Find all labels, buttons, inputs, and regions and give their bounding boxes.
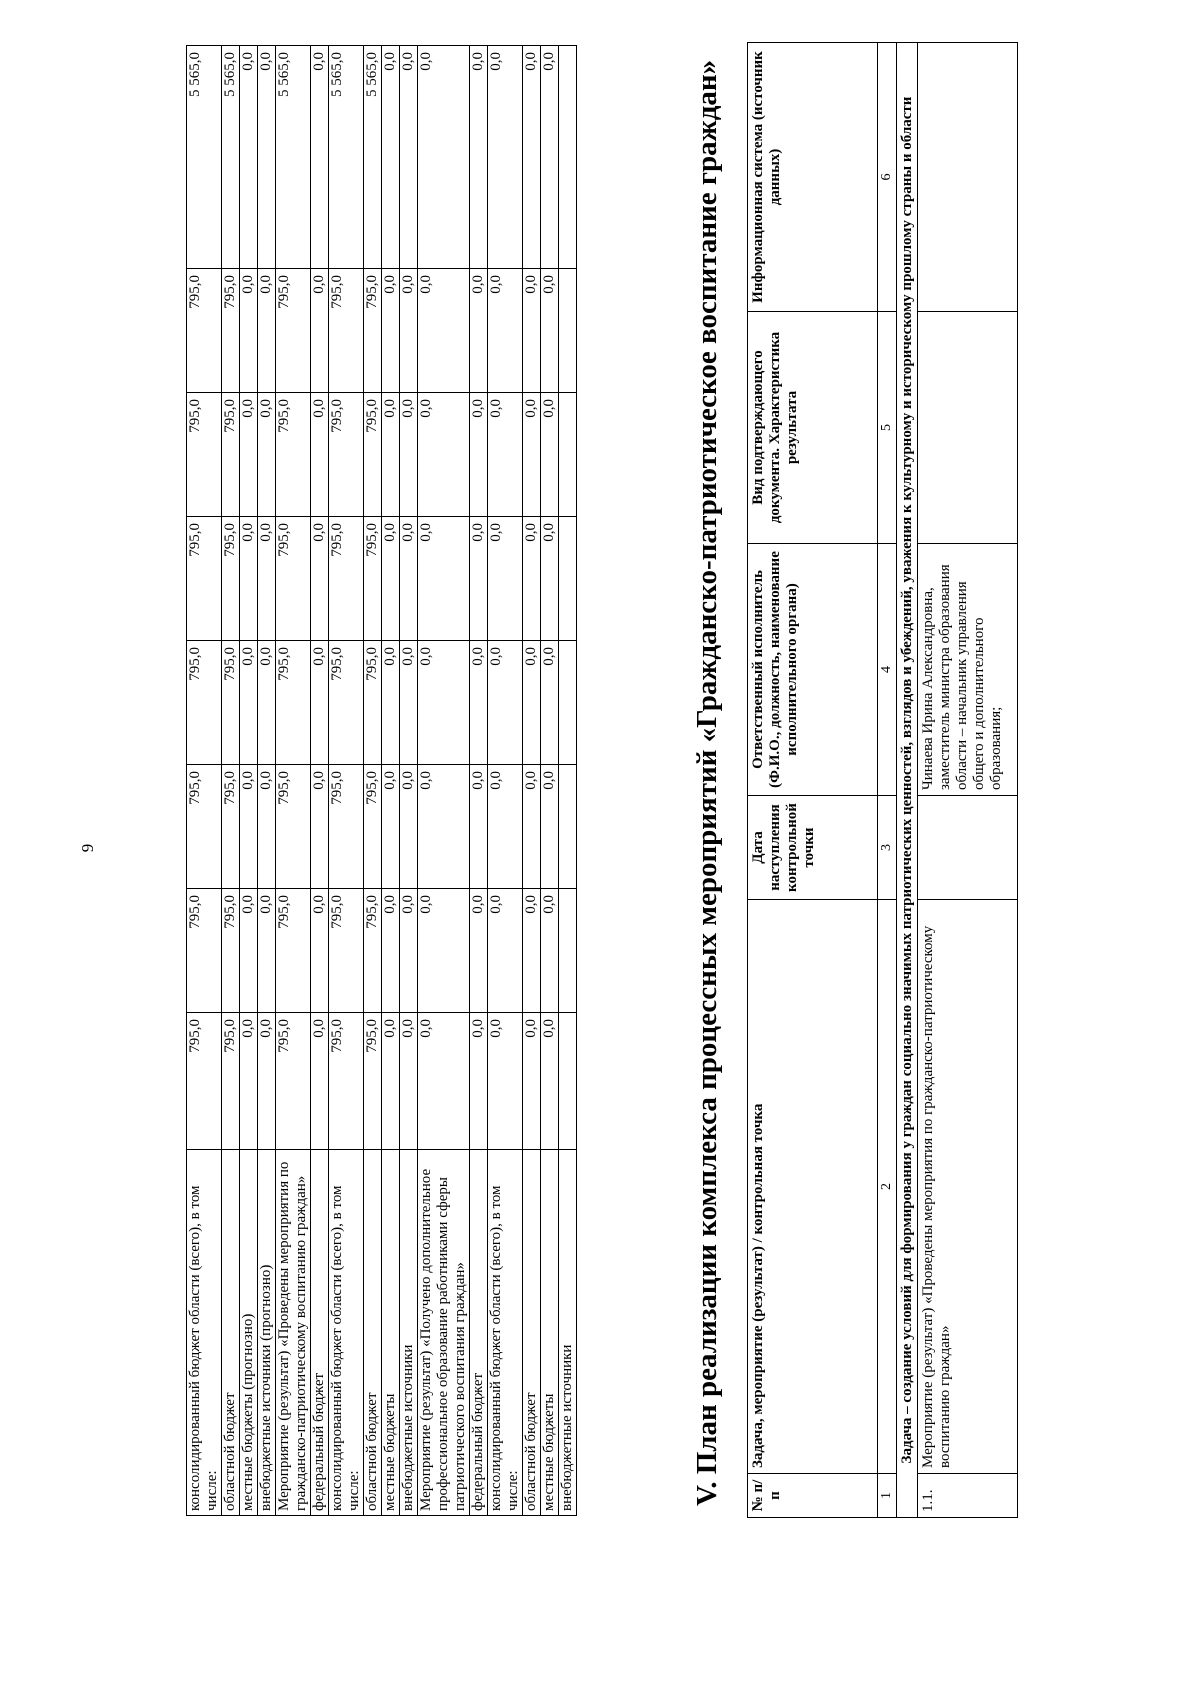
financing-value: 0,0 [258,889,276,1013]
financing-value [559,765,577,889]
financing-value: 0,0 [470,765,488,889]
financing-value: 795,0 [187,517,222,641]
financing-value: 0,0 [470,641,488,765]
financing-value: 0,0 [488,889,523,1013]
financing-value: 0,0 [240,641,258,765]
financing-row-label: областной бюджет [222,1150,240,1516]
financing-value: 795,0 [276,889,311,1013]
financing-value: 795,0 [222,517,240,641]
plan-row-responsible: Чинаева Ирина Александровна, заместитель министра образования области – начальник управления общего и дополнительного образования; [918,544,1018,796]
financing-row-label: местные бюджеты [541,1150,559,1516]
financing-value: 0,0 [382,765,400,889]
financing-value: 795,0 [364,269,382,393]
plan-row [918,43,1018,1518]
financing-value: 795,0 [364,393,382,517]
financing-value: 795,0 [276,1013,311,1150]
financing-row [258,46,276,1516]
plan-row-number: 1.1. [918,1474,1018,1518]
financing-value: 0,0 [400,517,418,641]
financing-value [559,1013,577,1150]
financing-value: 795,0 [276,393,311,517]
financing-value: 0,0 [400,1013,418,1150]
financing-value: 5 565,0 [187,46,222,269]
financing-value: 0,0 [311,46,329,269]
plan-row-document [918,312,1018,544]
financing-value: 795,0 [364,765,382,889]
financing-value: 0,0 [541,517,559,641]
financing-value: 795,0 [276,269,311,393]
financing-value: 0,0 [400,269,418,393]
financing-value [559,889,577,1013]
financing-value: 795,0 [276,517,311,641]
financing-value: 0,0 [382,641,400,765]
financing-value: 795,0 [222,269,240,393]
financing-value: 795,0 [187,765,222,889]
financing-value: 0,0 [470,269,488,393]
financing-value: 0,0 [523,889,541,1013]
financing-row [240,46,258,1516]
financing-value [559,517,577,641]
financing-value: 795,0 [329,517,364,641]
column-number: 6 [878,43,897,312]
financing-value: 0,0 [311,889,329,1013]
header-task: Задача, мероприятие (результат) / контрольная точка [748,900,878,1474]
financing-value: 0,0 [470,889,488,1013]
financing-value: 795,0 [364,517,382,641]
financing-value [559,269,577,393]
financing-value: 0,0 [258,269,276,393]
financing-row-label: местные бюджеты [382,1150,400,1516]
financing-value: 0,0 [382,46,400,269]
financing-value: 0,0 [382,889,400,1013]
financing-row-label: консолидированный бюджет области (всего), в том числе: [488,1150,523,1516]
financing-value: 795,0 [187,1013,222,1150]
financing-row-label: Мероприятие (результат) «Получено дополнительное профессиональное образование работниками сферы патриотического воспитания граждан» [418,1150,470,1516]
header-document: Вид подтверждающего документа. Характеристика результата [748,312,878,544]
financing-value: 0,0 [400,765,418,889]
financing-row-label: консолидированный бюджет области (всего), в том числе: [329,1150,364,1516]
financing-value: 795,0 [276,765,311,889]
financing-row-label: внебюджетные источники (прогнозно) [258,1150,276,1516]
header-system: Информационная система (источник данных) [748,43,878,312]
financing-value: 795,0 [187,641,222,765]
financing-row [364,46,382,1516]
financing-value: 0,0 [541,46,559,269]
financing-value: 795,0 [329,1013,364,1150]
financing-value: 0,0 [488,765,523,889]
financing-value: 0,0 [240,269,258,393]
financing-row-label: федеральный бюджет [470,1150,488,1516]
financing-row [470,46,488,1516]
financing-value: 5 565,0 [276,46,311,269]
financing-value: 0,0 [523,517,541,641]
column-number: 2 [878,900,897,1474]
financing-value: 0,0 [418,765,470,889]
financing-value: 0,0 [488,393,523,517]
section-title: V. План реализации комплекса процессных мероприятий «Гражданско-патриотическое воспитание граждан» [691,59,723,1506]
plan-row-system [918,43,1018,312]
financing-value: 0,0 [523,765,541,889]
financing-row-label: областной бюджет [364,1150,382,1516]
plan-table-header-row [748,43,878,1518]
financing-value: 0,0 [400,641,418,765]
financing-value: 0,0 [418,1013,470,1150]
financing-value: 795,0 [187,269,222,393]
header-date: Дата наступления контрольной точки [748,796,878,900]
financing-row-label: областной бюджет [523,1150,541,1516]
financing-value: 0,0 [258,393,276,517]
financing-row [400,46,418,1516]
financing-value: 0,0 [311,393,329,517]
financing-value: 795,0 [222,393,240,517]
financing-value: 795,0 [276,641,311,765]
financing-table-body [187,46,577,1516]
page-number: 9 [78,843,97,853]
financing-value: 795,0 [222,765,240,889]
financing-value: 0,0 [258,1013,276,1150]
financing-value: 5 565,0 [364,46,382,269]
financing-value: 0,0 [523,393,541,517]
financing-value: 795,0 [364,1013,382,1150]
financing-row [559,46,577,1516]
financing-value: 0,0 [258,46,276,269]
header-number: № п/п [748,1474,878,1518]
financing-value: 0,0 [400,889,418,1013]
column-number: 5 [878,312,897,544]
financing-row [329,46,364,1516]
financing-value: 0,0 [400,46,418,269]
financing-value: 0,0 [488,517,523,641]
financing-value: 5 565,0 [222,46,240,269]
financing-value: 0,0 [418,46,470,269]
financing-value: 0,0 [240,393,258,517]
financing-value: 0,0 [311,1013,329,1150]
financing-value: 795,0 [222,889,240,1013]
financing-row [382,46,400,1516]
financing-value: 0,0 [541,641,559,765]
financing-value: 795,0 [329,269,364,393]
financing-value: 0,0 [382,393,400,517]
financing-value: 795,0 [329,393,364,517]
financing-row [311,46,329,1516]
plan-table [747,42,1018,1518]
financing-value: 0,0 [311,517,329,641]
financing-value: 0,0 [488,641,523,765]
financing-value: 0,0 [541,1013,559,1150]
financing-row [541,46,559,1516]
financing-value: 795,0 [329,889,364,1013]
financing-value: 0,0 [470,393,488,517]
financing-value: 0,0 [488,1013,523,1150]
financing-value [559,46,577,269]
financing-value: 0,0 [541,269,559,393]
task-row [897,43,918,1518]
financing-value: 0,0 [488,46,523,269]
financing-row [222,46,240,1516]
financing-value: 795,0 [329,641,364,765]
plan-row-name: Мероприятие (результат) «Проведены мероприятия по гражданско-патриотическому воспитанию граждан» [918,900,1018,1474]
financing-value: 0,0 [258,517,276,641]
financing-value: 0,0 [258,765,276,889]
column-number: 1 [878,1474,897,1518]
financing-value: 0,0 [258,641,276,765]
column-number-row [878,43,897,1518]
financing-value: 0,0 [418,269,470,393]
financing-value: 0,0 [240,1013,258,1150]
financing-value: 0,0 [382,1013,400,1150]
financing-value: 0,0 [523,1013,541,1150]
financing-value: 0,0 [311,641,329,765]
column-number: 3 [878,796,897,900]
financing-value: 795,0 [187,889,222,1013]
financing-value: 0,0 [541,765,559,889]
financing-value: 795,0 [364,889,382,1013]
financing-value: 5 565,0 [329,46,364,269]
column-number: 4 [878,544,897,796]
financing-value: 0,0 [382,517,400,641]
financing-value: 0,0 [311,765,329,889]
financing-value: 795,0 [222,641,240,765]
financing-value: 0,0 [240,889,258,1013]
financing-row [523,46,541,1516]
financing-value: 795,0 [222,1013,240,1150]
financing-row-label: Мероприятие (результат) «Проведены мероприятия по гражданско-патриотическому воспитанию граждан» [276,1150,311,1516]
financing-row [187,46,222,1516]
financing-table [186,45,577,1516]
financing-value: 0,0 [541,889,559,1013]
financing-value: 0,0 [418,393,470,517]
financing-row-label: федеральный бюджет [311,1150,329,1516]
financing-row [276,46,311,1516]
financing-value: 0,0 [470,1013,488,1150]
financing-value: 0,0 [418,641,470,765]
financing-value: 0,0 [400,393,418,517]
financing-value [559,393,577,517]
financing-row-label: консолидированный бюджет области (всего), в том числе: [187,1150,222,1516]
header-responsible: Ответственный исполнитель (Ф.И.О., должность, наименование исполнительного органа) [748,544,878,796]
financing-row-label: внебюджетные источники [559,1150,577,1516]
financing-value: 0,0 [470,46,488,269]
financing-value: 795,0 [187,393,222,517]
financing-row [488,46,523,1516]
financing-value: 795,0 [329,765,364,889]
task-description: Задача – создание условий для формирования у граждан социально значимых патриотических ценностей, взглядов и убеждений, уважения к культурному и историческому прошлому страны и области [897,43,918,1518]
financing-value: 0,0 [418,889,470,1013]
financing-value: 0,0 [311,269,329,393]
financing-value: 0,0 [240,46,258,269]
financing-value: 0,0 [470,517,488,641]
financing-value: 0,0 [418,517,470,641]
financing-row-label: внебюджетные источники [400,1150,418,1516]
financing-value: 0,0 [523,641,541,765]
financing-value: 0,0 [523,46,541,269]
financing-value: 0,0 [382,269,400,393]
financing-row-label: местные бюджеты (прогнозно) [240,1150,258,1516]
financing-value: 0,0 [541,393,559,517]
financing-value: 0,0 [240,517,258,641]
financing-value: 0,0 [523,269,541,393]
financing-value: 0,0 [240,765,258,889]
financing-value: 795,0 [364,641,382,765]
financing-value: 0,0 [488,269,523,393]
plan-row-date [918,796,1018,900]
financing-value [559,641,577,765]
financing-row [418,46,470,1516]
